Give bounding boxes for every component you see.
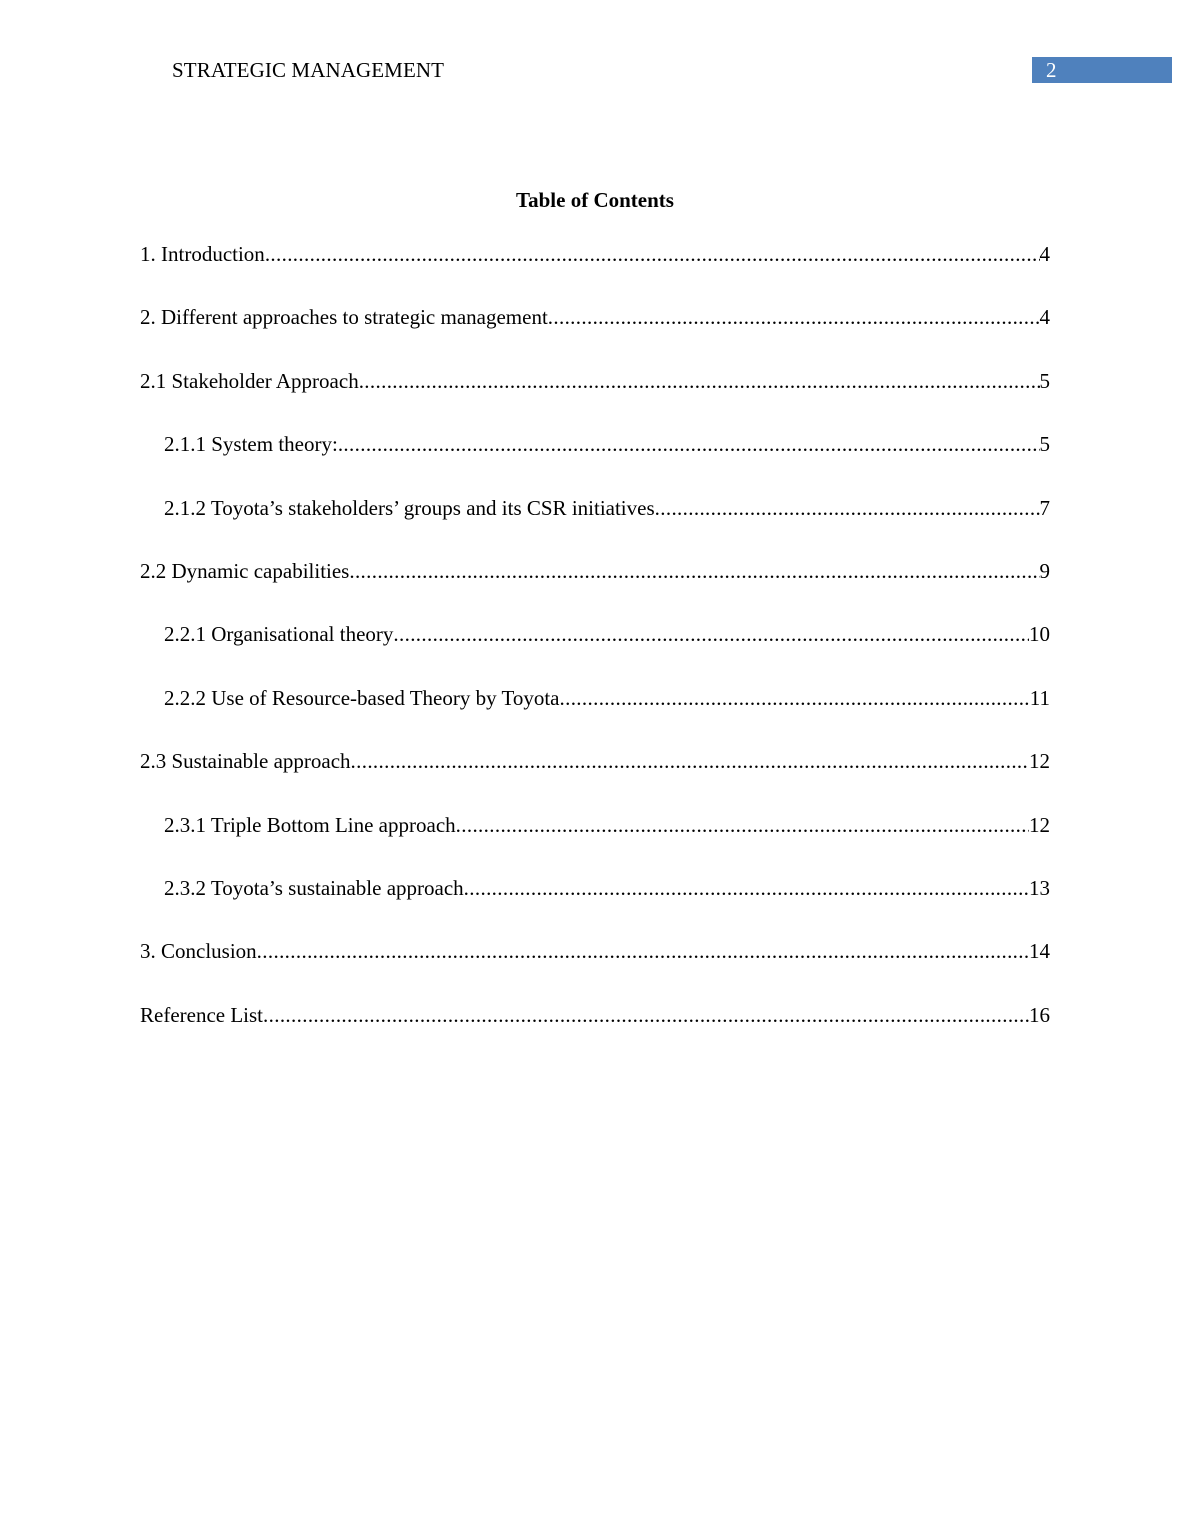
toc-dot-leader xyxy=(351,747,1029,775)
toc-entry-label: 2.1.2 Toyota’s stakeholders’ groups and its CSR initiatives xyxy=(164,495,655,520)
toc-entry-label: 2.1 Stakeholder Approach xyxy=(140,368,359,393)
toc-entry[interactable] xyxy=(140,874,1050,937)
toc-entry-page: 7 xyxy=(1039,495,1050,520)
toc-dot-leader xyxy=(338,430,1040,458)
running-head: STRATEGIC MANAGEMENT xyxy=(172,58,445,82)
toc-entry[interactable] xyxy=(140,811,1050,874)
toc-entry[interactable] xyxy=(140,494,1050,557)
toc-entry-label: 2.2.2 Use of Resource-based Theory by Toyota xyxy=(164,685,560,710)
toc-entry-page: 16 xyxy=(1029,1002,1050,1027)
toc-dot-leader xyxy=(393,620,1029,648)
toc-entry-page: 5 xyxy=(1039,368,1050,393)
toc-entry-label: 2.1.1 System theory: xyxy=(164,432,338,457)
toc-dot-leader xyxy=(560,684,1030,712)
toc-dot-leader xyxy=(655,494,1040,522)
page-number: 2 xyxy=(1046,58,1057,82)
toc-entry-label: 2.3.1 Triple Bottom Line approach xyxy=(164,812,456,837)
toc-dot-leader xyxy=(464,874,1029,902)
toc-entry-label: 3. Conclusion xyxy=(140,939,257,964)
toc-entry-page: 5 xyxy=(1039,432,1050,457)
toc-entry-page: 14 xyxy=(1029,939,1050,964)
toc-entry[interactable] xyxy=(140,240,1050,303)
toc-entry-label: 2. Different approaches to strategic management xyxy=(140,305,548,330)
toc-dot-leader xyxy=(359,367,1040,395)
toc-dot-leader xyxy=(263,1001,1029,1029)
page-number-box xyxy=(1032,57,1172,83)
toc-entry[interactable] xyxy=(140,937,1050,1000)
toc-entry-label: 2.2.1 Organisational theory xyxy=(164,622,394,647)
toc-entry-label: 1. Introduction xyxy=(140,242,265,266)
toc-entry[interactable] xyxy=(140,684,1050,747)
toc-dot-leader xyxy=(548,303,1040,331)
toc-entry-page: 10 xyxy=(1029,622,1050,647)
toc-entry-label: 2.2 Dynamic capabilities xyxy=(140,558,350,583)
toc-title: Table of Contents xyxy=(516,188,674,212)
toc-dot-leader xyxy=(265,240,1040,268)
toc-dot-leader xyxy=(349,557,1039,585)
toc-entry-page: 11 xyxy=(1029,685,1050,710)
toc-list xyxy=(140,240,1050,1064)
toc-entry-page: 12 xyxy=(1029,749,1050,774)
toc-entry-page: 4 xyxy=(1039,305,1050,330)
toc-dot-leader xyxy=(257,937,1029,965)
toc-entry-label: 2.3 Sustainable approach xyxy=(140,749,351,774)
toc-entry[interactable] xyxy=(140,747,1050,810)
toc-entry[interactable] xyxy=(140,430,1050,493)
toc-entry[interactable] xyxy=(140,557,1050,620)
page-header xyxy=(0,0,1190,100)
toc-dot-leader xyxy=(456,811,1029,839)
toc-entry-page: 4 xyxy=(1039,242,1050,266)
toc-entry[interactable] xyxy=(140,367,1050,430)
toc-entry[interactable] xyxy=(140,303,1050,366)
toc-entry-page: 12 xyxy=(1029,812,1050,837)
toc-entry-label: Reference List xyxy=(140,1002,264,1027)
toc-entry-label: 2.3.2 Toyota’s sustainable approach xyxy=(164,875,464,900)
toc-entry-page: 9 xyxy=(1039,558,1050,583)
toc-entry[interactable] xyxy=(140,620,1050,683)
toc-entry[interactable] xyxy=(140,1001,1050,1064)
toc-entry-page: 13 xyxy=(1029,875,1050,900)
